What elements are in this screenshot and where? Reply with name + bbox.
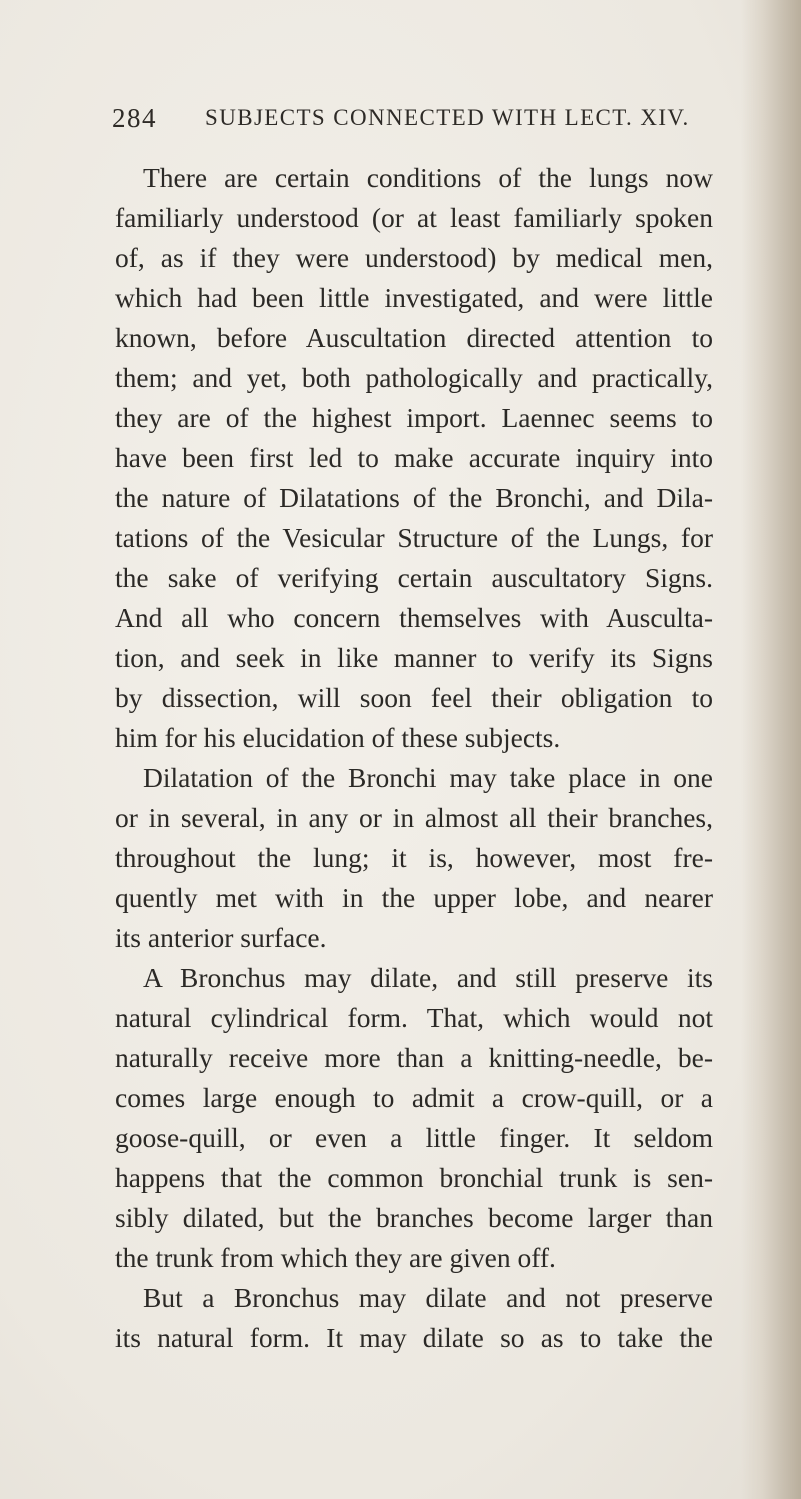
text-line: throughout the lung; it is, however, most fre- [115,842,713,873]
text-line: the sake of verifying certain auscultatory Signs. [115,562,713,593]
text-line: they are of the highest import. Laennec seems to [115,402,713,433]
text-line: by dissection, will soon feel their obligation to [115,682,713,713]
text-line: have been first led to make accurate inquiry into [115,442,713,473]
text-line: natural cylindrical form. That, which would not [115,1002,713,1033]
page-header [112,103,712,143]
running-head: SUBJECTS CONNECTED WITH LECT. XIV. [205,105,690,130]
text-line: naturally receive more than a knitting-needle, be- [115,1042,713,1073]
text-line: Dilatation of the Bronchi may take place in one [143,762,713,793]
text-line: comes large enough to admit a crow-quill, or a [115,1082,713,1113]
text-line: tations of the Vesicular Structure of the Lungs, for [115,522,713,553]
text-line: quently met with in the upper lobe, and nearer [115,882,713,913]
text-line: known, before Auscultation directed attention to [115,322,713,353]
text-line: or in several, in any or in almost all their branches, [115,802,713,833]
text-line: familiarly understood (or at least familiarly spoken [115,202,713,233]
page-number: 284 [112,103,157,133]
text-line: happens that the common bronchial trunk is sen- [115,1162,713,1193]
text-line: sibly dilated, but the branches become larger than [115,1202,713,1233]
text-line: tion, and seek in like manner to verify its Signs [115,642,713,673]
text-line: of, as if they were understood) by medical men, [115,242,713,273]
text-line: them; and yet, both pathologically and practically, [115,362,713,393]
text-line: goose-quill, or even a little finger. It seldom [115,1122,713,1153]
text-line: the nature of Dilatations of the Bronchi, and Dila- [115,482,713,513]
text-line: its natural form. It may dilate so as to take the [115,1322,713,1353]
text-line: A Bronchus may dilate, and still preserve its [143,962,713,993]
text-line: And all who concern themselves with Ausculta- [115,602,713,633]
text-line: But a Bronchus may dilate and not preserve [143,1282,713,1313]
text-line: There are certain conditions of the lungs now [143,162,713,193]
text-line: its anterior surface. [115,922,327,953]
page-gutter-shadow [741,0,801,1499]
body-text [115,158,713,1358]
text-line: the trunk from which they are given off. [115,1242,556,1273]
text-line: which had been little investigated, and were little [115,282,713,313]
text-line: him for his elucidation of these subjects. [115,722,561,753]
